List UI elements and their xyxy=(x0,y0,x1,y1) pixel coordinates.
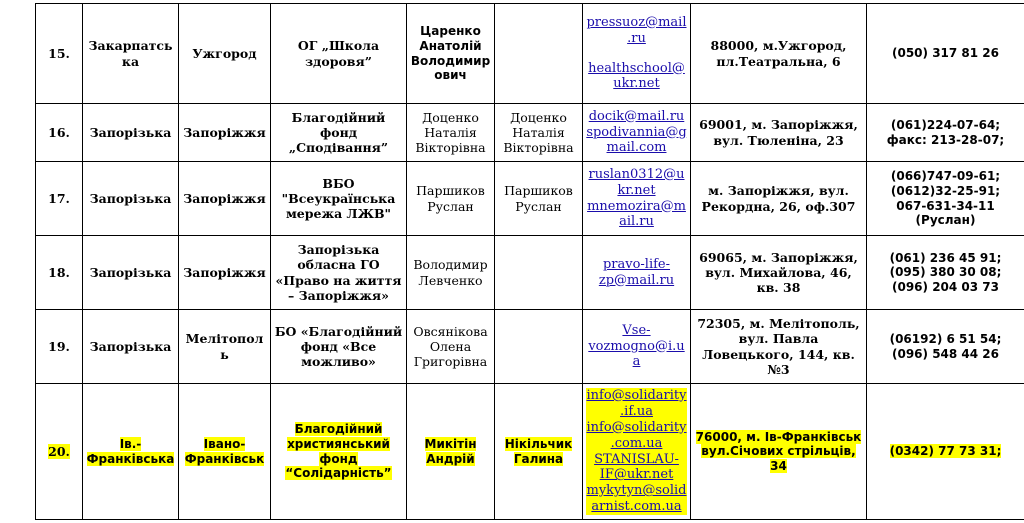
highlight: Ів.-Франківська xyxy=(86,436,175,466)
highlight: 76000, м. Ів-Франківськ вул.Січових стрільців, 34 xyxy=(695,429,862,473)
contact-cell: Паршиков Руслан xyxy=(495,162,583,236)
phone-cell xyxy=(867,236,1024,310)
phone-line: (095) 380 30 08; xyxy=(889,265,1002,280)
email-link[interactable]: docik@mail.ru xyxy=(588,108,685,124)
phone-line: (0342) 77 73 31; xyxy=(889,444,1002,459)
email-link[interactable]: healthschool@ukr.net xyxy=(588,60,685,92)
head-cell: Овсянікова Олена Григорівна xyxy=(407,310,495,384)
organizations-table xyxy=(35,3,1024,520)
email-link[interactable]: STANISLAU-IF@ukr.net xyxy=(586,452,687,484)
email-link[interactable]: mnemozira@mail.ru xyxy=(587,198,686,230)
head-cell: Паршиков Руслан xyxy=(407,162,495,236)
head-cell: Доценко Наталія Вікторівна xyxy=(407,104,495,162)
city-cell: Мелітополь xyxy=(179,310,271,384)
highlight: Нікільчик Галина xyxy=(504,436,573,466)
table-row xyxy=(36,104,1024,162)
phone-line: (096) 548 44 26 xyxy=(892,346,999,361)
phone-cell xyxy=(867,104,1024,162)
phone-line: (06192) 6 51 54; xyxy=(889,331,1002,346)
spacer xyxy=(586,47,687,61)
phone-line: (050) 317 81 26 xyxy=(892,46,999,61)
organization-cell xyxy=(271,384,407,520)
organization-cell: Благодійний фонд „Сподівання” xyxy=(271,104,407,162)
region-cell: Закарпатська xyxy=(83,4,179,104)
city-cell xyxy=(179,384,271,520)
address-cell: 88000, м.Ужгород, пл.Театральна, 6 xyxy=(691,4,867,104)
table-row xyxy=(36,310,1024,384)
email-cell xyxy=(583,162,691,236)
phone-line: (096) 204 03 73 xyxy=(892,279,999,294)
email-cell xyxy=(583,4,691,104)
phone-cell xyxy=(867,384,1024,520)
contact-cell xyxy=(495,384,583,520)
email-cell xyxy=(583,384,691,520)
phone-line: (061) 236 45 91; xyxy=(889,250,1002,265)
email-link[interactable]: mykytyn@solidarnist.com.ua xyxy=(586,483,687,515)
highlight: Благодійний християнський фонд “Солідарність” xyxy=(285,422,392,481)
address-cell: 69065, м. Запоріжжя, вул. Михайлова, 46, кв. 38 xyxy=(691,236,867,310)
head-cell: Володимир Левченко xyxy=(407,236,495,310)
highlight: Микітін Андрій xyxy=(424,436,477,466)
email-cell xyxy=(583,236,691,310)
phone-line: (0612)32-25-91; xyxy=(890,183,1001,198)
phone-cell xyxy=(867,162,1024,236)
address-cell: 72305, м. Мелітополь, вул. Павла Ловецького, 144, кв. №3 xyxy=(691,310,867,384)
contact-cell: Доценко Наталія Вікторівна xyxy=(495,104,583,162)
region-cell xyxy=(83,384,179,520)
city-cell: Запоріжжя xyxy=(179,162,271,236)
highlight: Івано-Франківськ xyxy=(184,436,265,466)
phone-line: (061)224-07-64; xyxy=(890,117,1001,132)
address-cell: м. Запоріжжя, вул. Рекордна, 26, оф.307 xyxy=(691,162,867,236)
highlight: 20. xyxy=(48,443,70,459)
region-cell: Запорізька xyxy=(83,162,179,236)
email-cell xyxy=(583,104,691,162)
table-row xyxy=(36,162,1024,236)
address-cell: 69001, м. Запоріжжя, вул. Тюленіна, 23 xyxy=(691,104,867,162)
phone-cell xyxy=(867,310,1024,384)
email-link[interactable]: spodivannia@gmail.com xyxy=(586,124,687,156)
phone-line: (066)747-09-61; xyxy=(890,169,1001,184)
contact-cell xyxy=(495,310,583,384)
email-link[interactable]: pravo-life-zp@mail.ru xyxy=(598,256,675,288)
address-cell xyxy=(691,384,867,520)
row-number: 16. xyxy=(36,104,83,162)
phone-cell xyxy=(867,4,1024,104)
row-number: 15. xyxy=(36,4,83,104)
head-cell xyxy=(407,384,495,520)
email-link[interactable]: Vse-vozmogno@i.ua xyxy=(588,322,685,370)
region-cell: Запорізька xyxy=(83,236,179,310)
email-cell xyxy=(583,310,691,384)
email-link[interactable]: info@solidarity.if.ua xyxy=(586,388,687,419)
email-link[interactable]: pressuoz@mail.ru xyxy=(586,14,687,46)
table-row xyxy=(36,236,1024,310)
table-row-highlighted xyxy=(36,384,1024,520)
email-link[interactable]: ruslan0312@ukr.net xyxy=(588,166,685,198)
table-row xyxy=(36,4,1024,104)
contact-cell xyxy=(495,4,583,104)
organization-cell: ОГ „Школа здоровя” xyxy=(271,4,407,104)
region-cell: Запорізька xyxy=(83,104,179,162)
row-number: 18. xyxy=(36,236,83,310)
row-number: 19. xyxy=(36,310,83,384)
head-cell: Царенко Анатолій Володимирович xyxy=(407,4,495,104)
contact-cell xyxy=(495,236,583,310)
organization-cell: БО «Благодійний фонд «Все можливо» xyxy=(271,310,407,384)
email-link[interactable]: info@solidarity.com.ua xyxy=(586,419,687,451)
city-cell: Запоріжжя xyxy=(179,236,271,310)
organization-cell: Запорізька обласна ГО «Право на життя – Запоріжжя» xyxy=(271,236,407,310)
organization-cell: ВБО "Всеукраїнська мережа ЛЖВ" xyxy=(271,162,407,236)
phone-line: факс: 213-28-07; xyxy=(886,132,1005,147)
region-cell: Запорізька xyxy=(83,310,179,384)
phone-line: 067-631-34-11 (Руслан) xyxy=(896,198,995,228)
city-cell: Запоріжжя xyxy=(179,104,271,162)
row-number xyxy=(36,384,83,520)
row-number: 17. xyxy=(36,162,83,236)
city-cell: Ужгород xyxy=(179,4,271,104)
